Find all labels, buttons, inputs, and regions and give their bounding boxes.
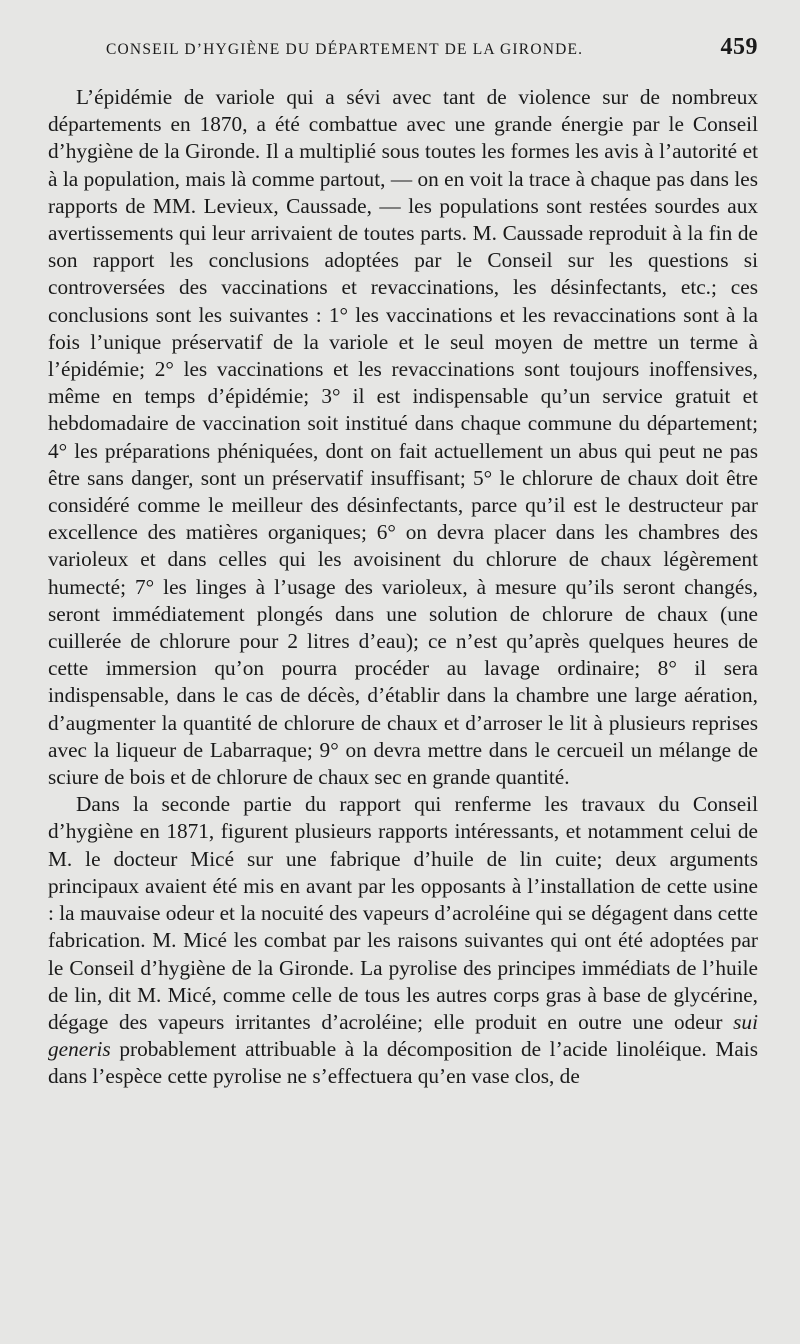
page-number: 459 <box>720 34 758 60</box>
paragraph-text-after-italic: probablement attribuable à la décomposition de l’acide linoléique. Mais dans l’espèce cette pyrolise ne s’effectuera qu’en vase clos, de <box>48 1037 758 1089</box>
paragraph-smallpox-epidemic: L’épidémie de variole qui a sévi avec tant de violence sur de nombreux départements en 1870, a été combattue avec une grande énergie par le Conseil d’hygiène de la Gironde. Il a multiplié sous toutes les formes les avis à l’autorité et à la population, mais là comme partout, — on en voit la trace à chaque pas dans les rapports de MM. Levieux, Caussade, — les populations sont restées sourdes aux avertissements qui leur arrivaient de toutes parts. M. Caussade reproduit à la fin de son rapport les conclusions adoptées par le Conseil sur les questions si controversées des vaccinations et revaccinations, les désinfectants, etc.; ces conclusions sont les suivantes : 1° les vaccinations et les revaccinations sont à la fois l’unique préservatif de la variole et le seul moyen de mettre un terme à l’épidémie; 2° les vaccinations et les revaccinations sont toujours inoffensives, même en temps d’épidémie; 3° il est indispensable qu’un service gratuit et hebdomadaire de vaccination soit institué dans chaque commune du département; 4° les préparations phéniquées, dont on fait actuellement un abus qui peut ne pas être sans danger, sont un préservatif insuffisant; 5° le chlorure de chaux doit être considéré comme le meilleur des désinfectants, parce qu’il est le destructeur par excellence des matières organiques; 6° on devra placer dans les chambres des varioleux et dans celles qui les avoisinent du chlorure de chaux légèrement humecté; 7° les linges à l’usage des varioleux, à mesure qu’ils seront changés, seront immédiatement plongés dans une solution de chlorure de chaux (une cuillerée de chlorure pour 2 litres d’eau); ce n’est qu’après quelques heures de cette immersion qu’on pourra procéder au lavage ordinaire; 8° il sera indispensable, dans le cas de décès, d’établir dans la chambre une large aération, d’augmenter la quantité de chlorure de chaux et d’arroser le lit à plusieurs reprises avec la liqueur de Labarraque; 9° on devra mettre dans le cercueil un mélange de sciure de bois et de chlorure de chaux sec en grande quantité. <box>48 85 758 790</box>
italic-term: sui generis <box>48 1009 758 1062</box>
running-head <box>48 34 758 78</box>
running-title: CONSEIL D’HYGIÈNE DU DÉPARTEMENT DE LA GIRONDE. <box>106 41 584 58</box>
paragraph-linseed-oil-factory <box>48 791 758 1090</box>
body-text <box>48 84 758 1091</box>
paragraph-text-before-italic: Dans la seconde partie du rapport qui renferme les travaux du Conseil d’hygiène en 1871, figurent plusieurs rapports intéressants, et notamment celui de M. le docteur Micé sur une fabrique d’huile de lin cuite; deux arguments principaux avaient été mis en avant par les opposants à l’installation de cette usine : la mauvaise odeur et la nocuité des vapeurs d’acroléine qui se dégagent dans cette fabrication. M. Micé les combat par les raisons suivantes qui ont été adoptées par le Conseil d’hygiène de la Gironde. La pyrolise des principes immédiats de l’huile de lin, dit M. Micé, comme celle de tous les autres corps gras à base de glycérine, dégage des vapeurs irritantes d’acroléine; elle produit en outre une odeur <box>48 792 758 1034</box>
